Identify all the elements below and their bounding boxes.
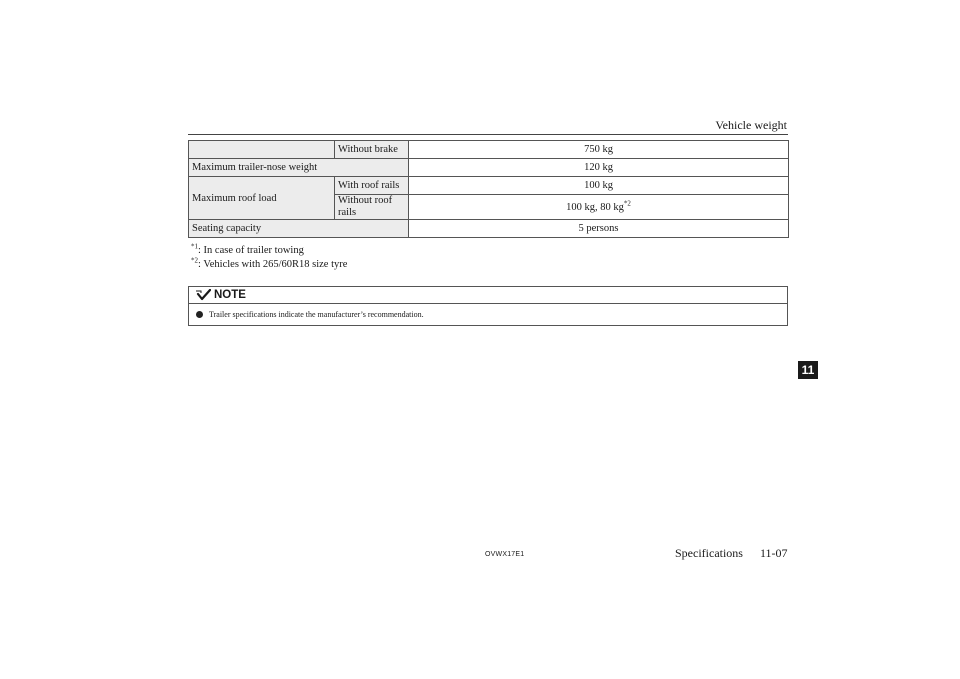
note-box — [188, 286, 788, 326]
footnote-mark: *2 — [623, 199, 631, 207]
table-cell-value — [409, 195, 789, 220]
chapter-tab: 11 — [798, 361, 818, 379]
table-cell-value: 750 kg — [409, 141, 789, 159]
page-number: 11-07 — [760, 546, 788, 560]
footnotes — [191, 244, 347, 272]
note-title: NOTE — [214, 289, 246, 301]
vehicle-weight-table — [188, 140, 789, 238]
table-cell-value: 5 persons — [409, 220, 789, 238]
value-text: 100 kg, 80 kg — [566, 201, 624, 213]
table-cell-value: 100 kg — [409, 177, 789, 195]
note-list-item — [189, 304, 787, 324]
table-cell-label: Seating capacity — [189, 220, 409, 238]
footnote-text: : In case of trailer towing — [198, 245, 304, 256]
table-cell-label: Without roof rails — [335, 195, 409, 220]
footnote-text: : Vehicles with 265/60R18 size tyre — [198, 259, 348, 270]
checkmark-note-icon — [195, 289, 211, 301]
table-row — [189, 159, 789, 177]
footnote-mark: *2 — [191, 256, 198, 265]
table-row — [189, 177, 789, 195]
header-rule — [188, 134, 788, 135]
table-cell-label: With roof rails — [335, 177, 409, 195]
table-cell-label: Without brake — [335, 141, 409, 159]
footnote-mark: *1 — [191, 242, 198, 251]
note-header — [189, 287, 787, 304]
table-cell-empty — [189, 141, 335, 159]
table-row — [189, 141, 789, 159]
note-text: Trailer specifications indicate the manufacturer’s recommendation. — [209, 309, 424, 319]
bullet-icon — [196, 311, 203, 318]
footnote-item — [191, 244, 347, 258]
footer-section-name: Specifications — [675, 546, 743, 560]
table-row — [189, 220, 789, 238]
table-cell-label: Maximum trailer-nose weight — [189, 159, 409, 177]
table-cell-label: Maximum roof load — [189, 177, 335, 220]
page-header-title: Vehicle weight — [715, 118, 787, 132]
document-code: OVWX17E1 — [485, 551, 525, 558]
table-cell-value: 120 kg — [409, 159, 789, 177]
footnote-item — [191, 258, 347, 272]
